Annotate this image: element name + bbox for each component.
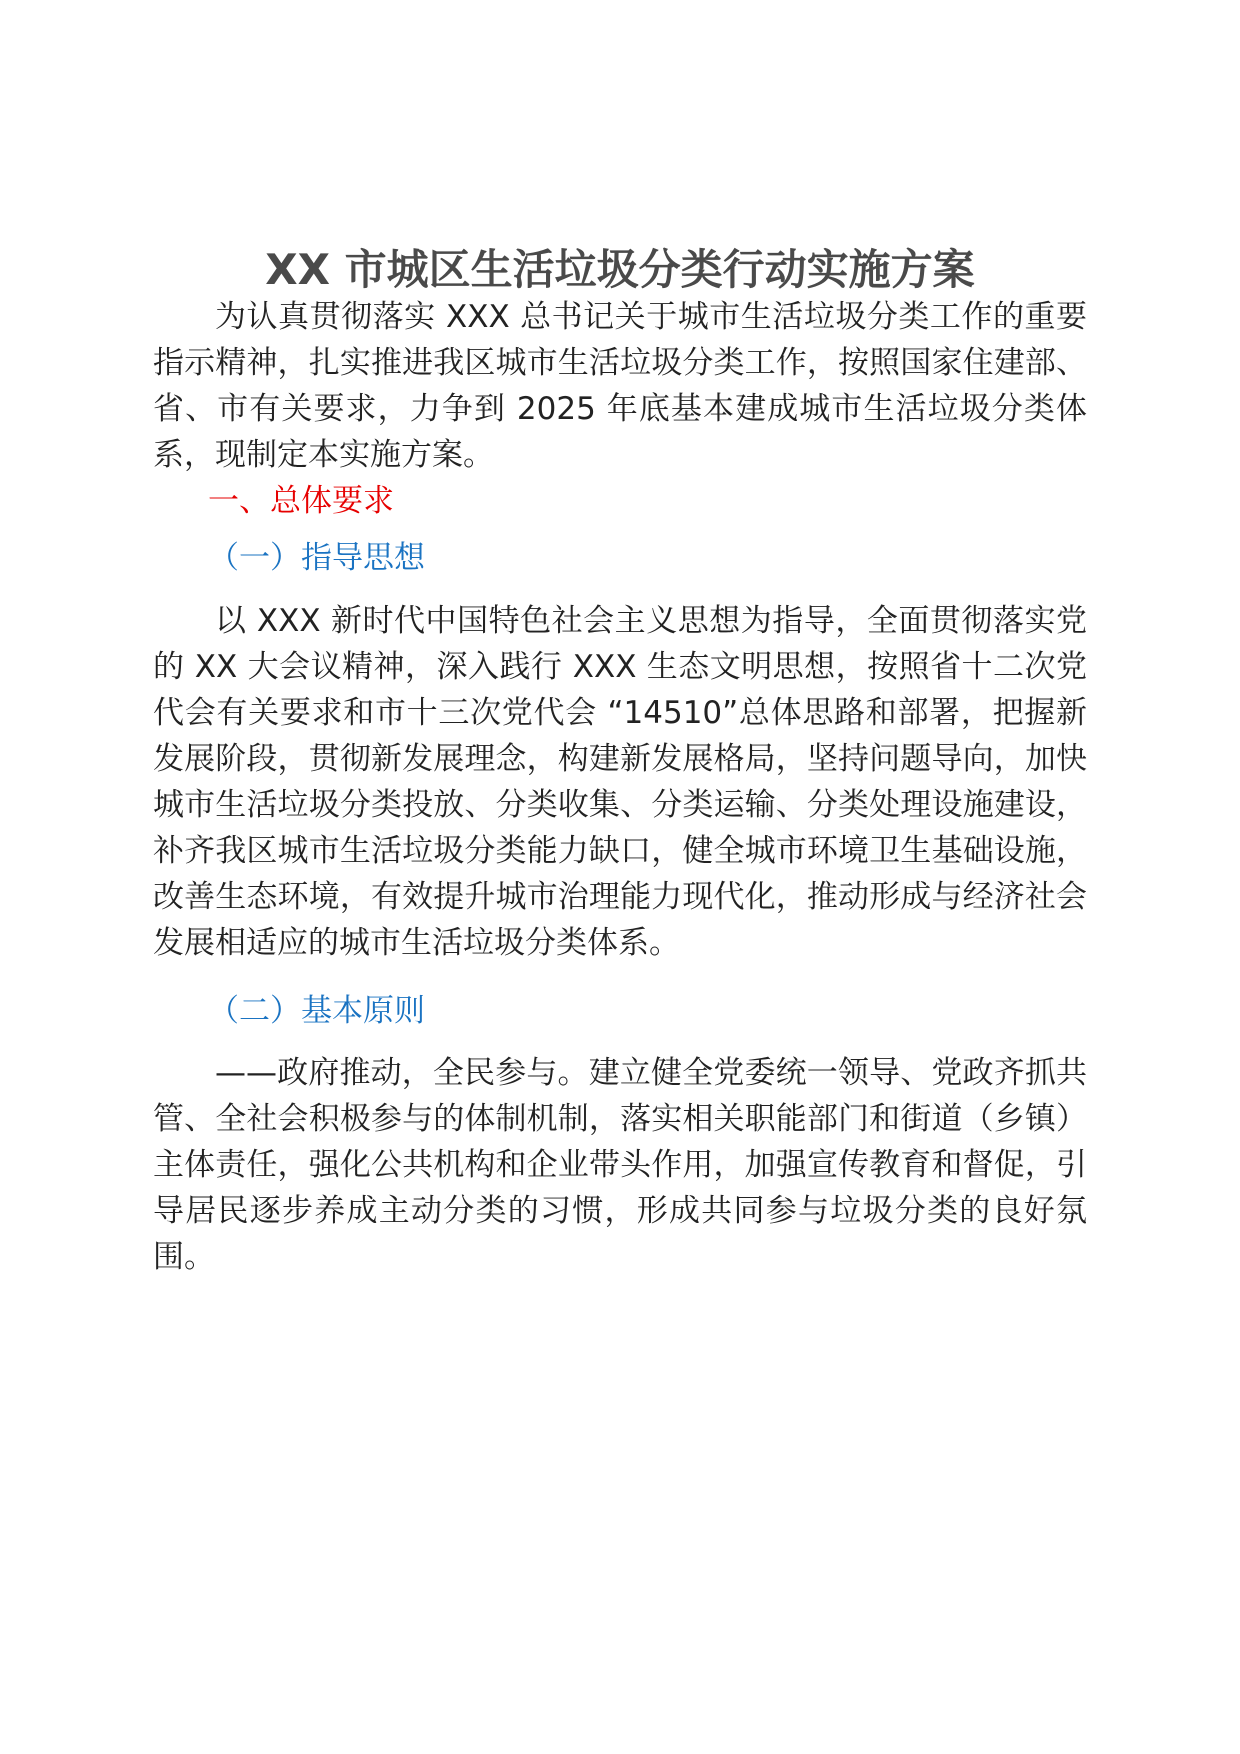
section-heading-overall-requirements: 一、总体要求 xyxy=(208,483,394,519)
guiding-ideology-paragraph: 以 XXX 新时代中国特色社会主义思想为指导，全面贯彻落实党的 XX 大会议精神，深入践行 XXX 生态文明思想，按照省十二次党代会有关要求和市十三次党代会 “14510”总体思路和部署，把握新发展阶段，贯彻新发展理念，构建新发展格局，坚持问题导向，加快城市生活垃圾分类投放、分类收集、分类运输、分类处理设施建设，补齐我区城市生活垃圾分类能力缺口，健全城市环境卫生基础设施，改善生态环境，有效提升城市治理能力现代化，推动形成与经济社会发展相适应的城市生活垃圾分类体系。 xyxy=(153,603,1087,961)
subsection-heading-basic-principles: （二）基本原则 xyxy=(208,993,425,1029)
document-title: XX 市城区生活垃圾分类行动实施方案 xyxy=(265,245,975,294)
subsection-heading-guiding-ideology: （一）指导思想 xyxy=(208,540,425,576)
intro-paragraph: 为认真贯彻落实 XXX 总书记关于城市生活垃圾分类工作的重要指示精神，扎实推进我区城市生活垃圾分类工作，按照国家住建部、省、市有关要求，力争到 2025 年底基本建成城市生活垃圾分类体系，现制定本实施方案。 xyxy=(153,299,1087,473)
basic-principles-paragraph: ——政府推动，全民参与。建立健全党委统一领导、党政齐抓共管、全社会积极参与的体制机制，落实相关职能部门和街道（乡镇）主体责任，强化公共机构和企业带头作用，加强宣传教育和督促，引导居民逐步养成主动分类的习惯，形成共同参与垃圾分类的良好氛围。 xyxy=(153,1055,1087,1275)
